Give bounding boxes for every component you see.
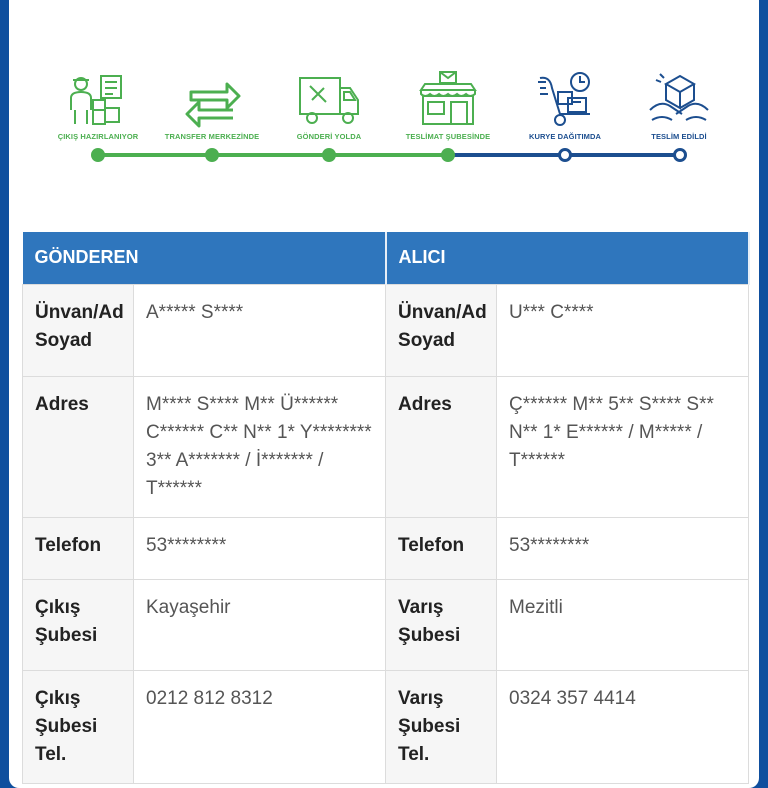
shipment-info-table — [22, 232, 750, 784]
sender-phone-value: 53******** — [134, 517, 386, 579]
handover-box-icon — [646, 70, 712, 128]
step-on-the-way — [264, 70, 394, 141]
transfer-arrows-icon — [179, 70, 245, 128]
shipment-progress-tracker — [0, 0, 768, 170]
receiver-address-label: Adres — [386, 376, 497, 517]
table-header-row — [23, 232, 749, 284]
step-delivered — [614, 70, 744, 141]
sender-phone-label: Telefon — [23, 517, 134, 579]
step-label: ÇIKIŞ HAZIRLANIYOR — [57, 132, 139, 141]
step-label: GÖNDERİ YOLDA — [296, 132, 362, 141]
step-label: KURYE DAĞITIMDA — [528, 132, 602, 141]
receiver-phone-value: 53******** — [497, 517, 749, 579]
receiver-name-value: U*** C**** — [497, 284, 749, 376]
departure-branch-value: Kayaşehir — [134, 579, 386, 670]
step-label: TESLİM EDİLDİ — [651, 132, 707, 141]
receiver-phone-label: Telefon — [386, 517, 497, 579]
arrival-branch-label: Varış Şubesi — [386, 579, 497, 670]
sender-name-label: Ünvan/Ad Soyad — [23, 284, 134, 376]
step-preparing — [33, 70, 163, 141]
arrival-branch-phone-value[interactable]: 0324 357 4414 — [497, 670, 749, 783]
delivery-truck-icon — [296, 70, 362, 128]
step-transfer — [147, 70, 277, 141]
table-row — [23, 670, 749, 783]
receiver-header: ALICI — [386, 232, 749, 284]
courier-trolley-icon — [532, 70, 598, 128]
arrival-branch-phone-label: Varış Şubesi Tel. — [386, 670, 497, 783]
worker-packages-icon — [65, 70, 131, 128]
departure-branch-label: Çıkış Şubesi — [23, 579, 134, 670]
step-dot-2 — [205, 148, 219, 162]
step-at-branch — [383, 70, 513, 141]
step-label: TRANSFER MERKEZİNDE — [164, 132, 260, 141]
table-row — [23, 284, 749, 376]
sender-header: GÖNDEREN — [23, 232, 386, 284]
sender-address-value: M**** S**** M** Ü****** C****** C** N** 1* Y******** 3** A******* / İ******* / T****** — [134, 376, 386, 517]
step-dot-3 — [322, 148, 336, 162]
branch-store-icon — [415, 70, 481, 128]
table-row — [23, 517, 749, 579]
step-label: TESLİMAT ŞUBESİNDE — [405, 132, 491, 141]
step-dot-6 — [673, 148, 687, 162]
progress-line-completed — [98, 153, 448, 157]
table-row — [23, 579, 749, 670]
sender-address-label: Adres — [23, 376, 134, 517]
step-dot-4 — [441, 148, 455, 162]
arrival-branch-value: Mezitli — [497, 579, 749, 670]
step-dot-5 — [558, 148, 572, 162]
step-dot-1 — [91, 148, 105, 162]
sender-name-value: A***** S**** — [134, 284, 386, 376]
table-row — [23, 376, 749, 517]
step-courier — [500, 70, 630, 141]
receiver-name-label: Ünvan/Ad Soyad — [386, 284, 497, 376]
departure-branch-phone-label: Çıkış Şubesi Tel. — [23, 670, 134, 783]
departure-branch-phone-value[interactable]: 0212 812 8312 — [134, 670, 386, 783]
receiver-address-value: Ç****** M** 5** S**** S** N** 1* E****** / M***** / T****** — [497, 376, 749, 517]
